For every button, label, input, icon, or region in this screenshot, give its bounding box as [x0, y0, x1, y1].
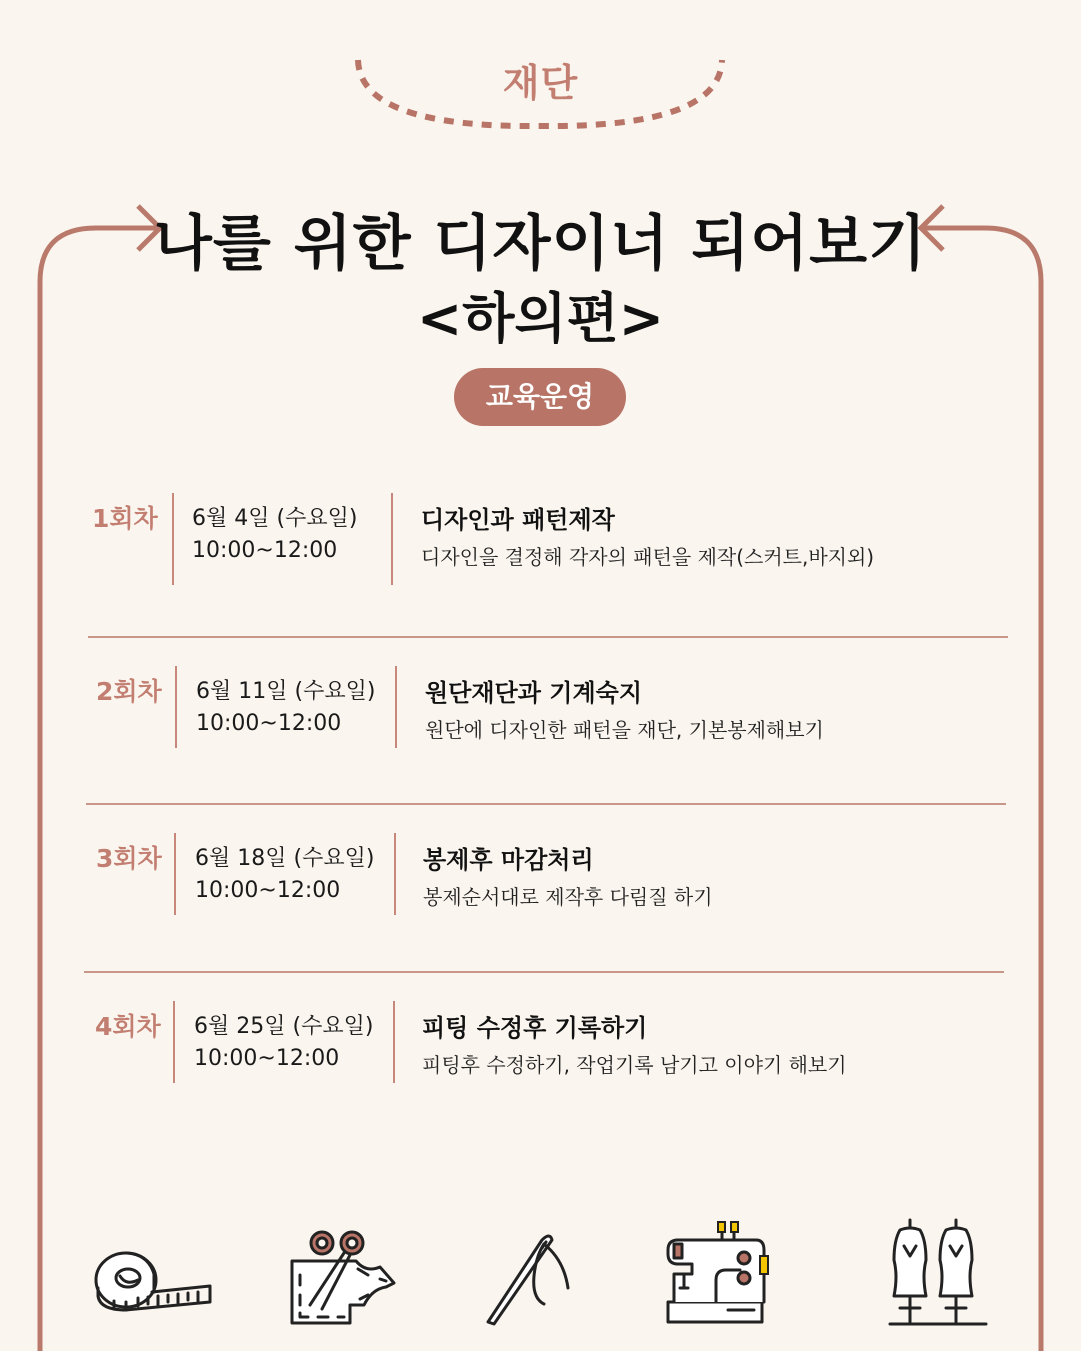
row-divider — [84, 971, 1004, 973]
dress-form-icon — [886, 1216, 990, 1328]
divider — [394, 833, 396, 915]
session-date: 6월 4일 (수요일) — [192, 506, 358, 531]
page-subtitle: <하의편> — [417, 287, 664, 350]
session-date: 6월 25일 (수요일) — [194, 1014, 374, 1039]
session-row — [92, 493, 992, 589]
divider — [174, 833, 176, 915]
session-title: 봉제후 마감처리 — [423, 846, 594, 874]
row-divider — [88, 636, 1008, 638]
divider — [172, 493, 174, 585]
session-number: 4회차 — [95, 1012, 161, 1041]
session-date: 6월 18일 (수요일) — [195, 846, 375, 871]
session-number: 3회차 — [96, 844, 162, 873]
scissors-pattern-icon — [288, 1225, 400, 1329]
needle-thread-icon — [484, 1230, 576, 1326]
session-number: 2회차 — [96, 677, 162, 706]
left-frame-line — [40, 228, 158, 1351]
session-title: 원단재단과 기계숙지 — [425, 679, 643, 707]
session-row — [95, 1001, 995, 1097]
divider — [395, 666, 397, 748]
session-number: 1회차 — [92, 504, 158, 533]
divider — [393, 1001, 395, 1083]
session-row — [96, 666, 996, 762]
right-frame-line — [923, 228, 1041, 1351]
session-time: 10:00~12:00 — [192, 538, 338, 563]
divider — [175, 666, 177, 748]
session-description: 봉제순서대로 제작후 다림질 하기 — [423, 885, 713, 909]
session-description: 원단에 디자인한 패턴을 재단, 기본봉제해보기 — [425, 718, 824, 742]
session-description: 피팅후 수정하기, 작업기록 남기고 이야기 해보기 — [422, 1053, 847, 1077]
divider — [173, 1001, 175, 1083]
session-date: 6월 11일 (수요일) — [196, 679, 376, 704]
tape-measure-icon — [92, 1240, 214, 1316]
session-time: 10:00~12:00 — [195, 878, 341, 903]
session-time: 10:00~12:00 — [194, 1046, 340, 1071]
top-label: 재단 — [502, 61, 579, 105]
session-title: 피팅 수정후 기록하기 — [422, 1014, 648, 1042]
row-divider — [86, 803, 1006, 805]
session-title: 디자인과 패턴제작 — [421, 506, 615, 534]
session-row — [96, 833, 996, 929]
badge-education: 교육운영 — [454, 368, 626, 426]
divider — [391, 493, 393, 585]
page-title: 나를 위한 디자이너 되어보기 — [153, 209, 928, 279]
session-description: 디자인을 결정해 각자의 패턴을 제작(스커트,바지외) — [421, 545, 875, 569]
sewing-machine-icon — [664, 1220, 770, 1326]
session-time: 10:00~12:00 — [196, 711, 342, 736]
